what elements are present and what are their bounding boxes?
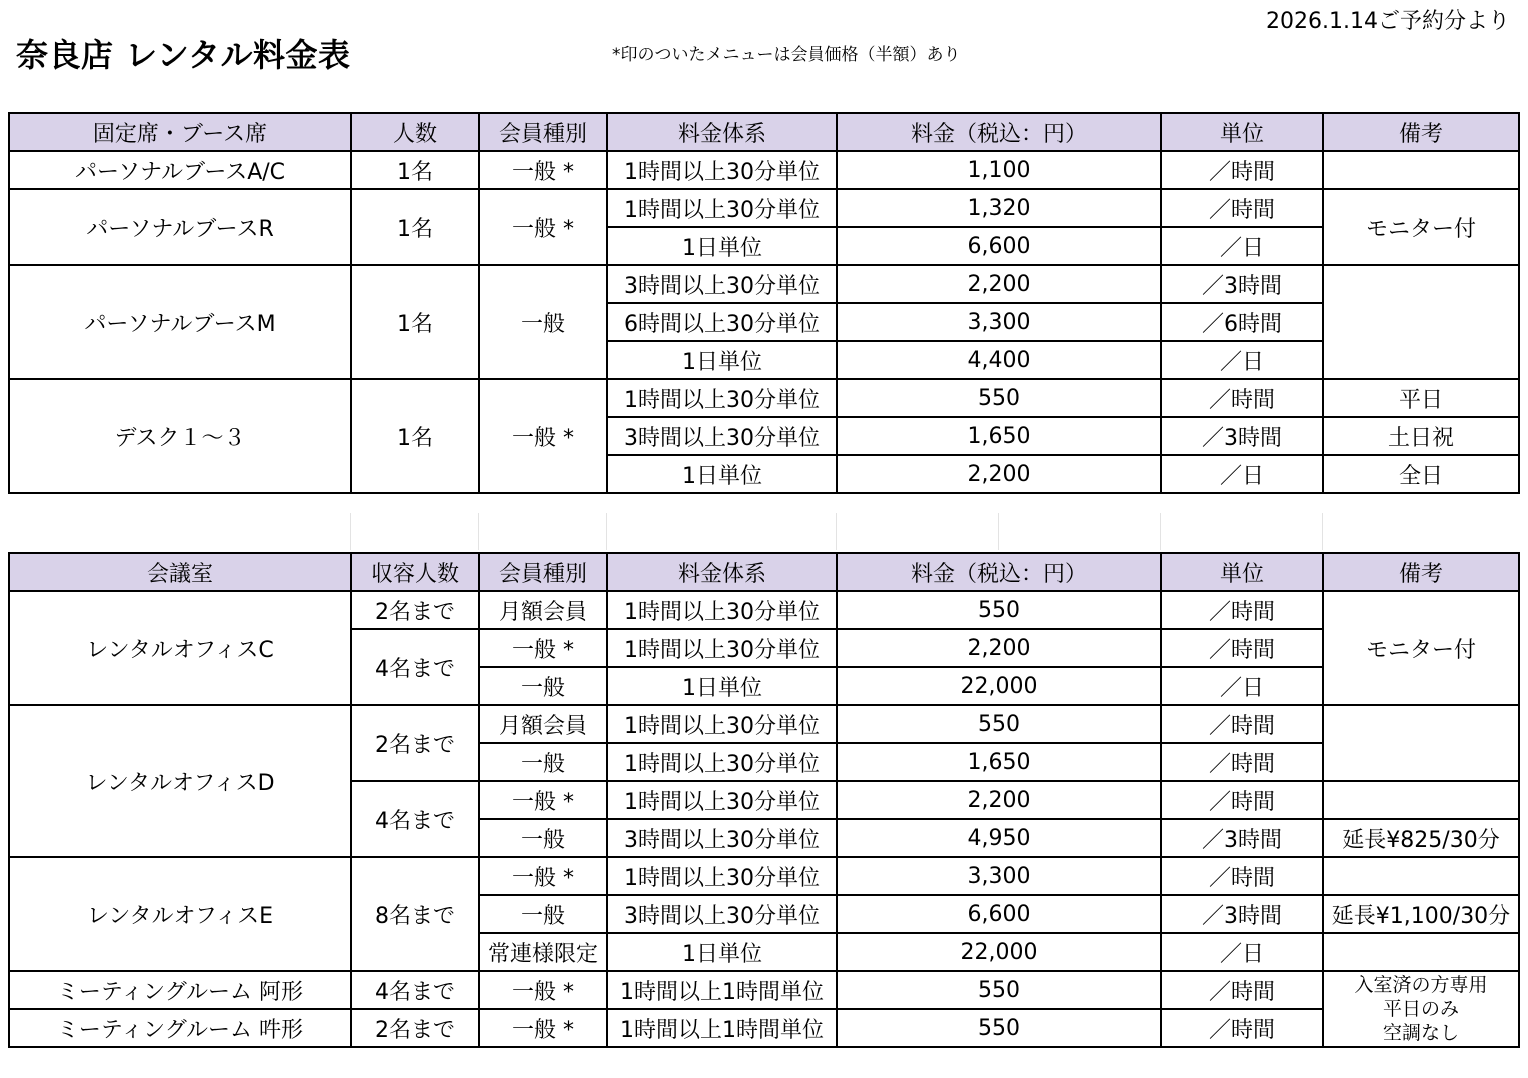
page-title: 奈良店 レンタル料金表: [16, 36, 351, 74]
member-type: 一般: [479, 667, 607, 705]
table-row: [9, 971, 1519, 1009]
capacity: 8名まで: [351, 857, 479, 971]
member-price-note: *印のついたメニューは会員価格（半額）あり: [612, 45, 961, 65]
remark: 土日祝: [1323, 417, 1519, 455]
people-count: 1名: [351, 151, 479, 189]
unit: ／時間: [1161, 189, 1323, 227]
unit: ／日: [1161, 933, 1323, 971]
remark: 延長¥825/30分: [1323, 819, 1519, 857]
remark-line: 平日のみ: [1382, 998, 1459, 1020]
header-cell: 料金（税込：円）: [837, 113, 1161, 151]
remark: [1323, 971, 1519, 1047]
remark: [1323, 933, 1519, 971]
gridline: [998, 513, 999, 550]
price: 2,200: [837, 455, 1161, 493]
header-cell: 単位: [1161, 553, 1323, 591]
unit: ／時間: [1161, 379, 1323, 417]
room-name: ミーティングルーム 吽形: [9, 1009, 351, 1047]
rate-system: 1時間以上30分単位: [607, 857, 837, 895]
member-type: 一般 *: [479, 971, 607, 1009]
remark: モニター付: [1323, 591, 1519, 705]
unit: ／時間: [1161, 705, 1323, 743]
rate-system: 1時間以上30分単位: [607, 379, 837, 417]
header-cell: 備考: [1323, 553, 1519, 591]
rate-system: 1日単位: [607, 341, 837, 379]
table-row: [9, 1009, 1519, 1047]
header-cell: 備考: [1323, 113, 1519, 151]
table-row: [9, 379, 1519, 417]
header-cell: 単位: [1161, 113, 1323, 151]
rate-system: 1時間以上1時間単位: [607, 1009, 837, 1047]
rate-system: 3時間以上30分単位: [607, 265, 837, 303]
gridline: [606, 513, 607, 550]
remark: [1323, 705, 1519, 781]
price: 1,100: [837, 151, 1161, 189]
remark: [1323, 781, 1519, 819]
member-type: 月額会員: [479, 705, 607, 743]
unit: ／時間: [1161, 629, 1323, 667]
unit: ／時間: [1161, 781, 1323, 819]
seat-name: デスク１～３: [9, 379, 351, 493]
unit: ／日: [1161, 341, 1323, 379]
people-count: 1名: [351, 265, 479, 379]
rate-system: 1日単位: [607, 667, 837, 705]
gridline: [350, 513, 351, 550]
price: 550: [837, 1009, 1161, 1047]
rate-system: 1時間以上30分単位: [607, 189, 837, 227]
remark: [1323, 151, 1519, 189]
price: 550: [837, 591, 1161, 629]
people-count: 1名: [351, 189, 479, 265]
member-type: 一般 *: [479, 189, 607, 265]
unit: ／6時間: [1161, 303, 1323, 341]
price: 1,320: [837, 189, 1161, 227]
table-row: [9, 857, 1519, 895]
table-header-row: [9, 553, 1519, 591]
header-cell: 料金（税込：円）: [837, 553, 1161, 591]
rate-system: 1時間以上30分単位: [607, 781, 837, 819]
price: 550: [837, 971, 1161, 1009]
member-type: 一般 *: [479, 1009, 607, 1047]
table-row: [9, 189, 1519, 227]
price: 4,400: [837, 341, 1161, 379]
price: 1,650: [837, 743, 1161, 781]
room-name: レンタルオフィスE: [9, 857, 351, 971]
effective-date: 2026.1.14ご予約分より: [1266, 9, 1510, 34]
member-type: 一般: [479, 265, 607, 379]
room-rate-table: [8, 552, 1520, 1048]
member-type: 一般 *: [479, 629, 607, 667]
capacity: 2名まで: [351, 591, 479, 629]
rate-system: 1時間以上1時間単位: [607, 971, 837, 1009]
room-name: ミーティングルーム 阿形: [9, 971, 351, 1009]
unit: ／日: [1161, 667, 1323, 705]
price: 550: [837, 379, 1161, 417]
unit: ／時間: [1161, 1009, 1323, 1047]
unit: ／3時間: [1161, 895, 1323, 933]
gridline: [1160, 513, 1161, 550]
unit: ／3時間: [1161, 417, 1323, 455]
member-type: 一般 *: [479, 151, 607, 189]
header-cell: 人数: [351, 113, 479, 151]
seat-name: パーソナルブースA/C: [9, 151, 351, 189]
header-cell: 収容人数: [351, 553, 479, 591]
room-name: レンタルオフィスD: [9, 705, 351, 857]
price: 6,600: [837, 227, 1161, 265]
rate-system: 1時間以上30分単位: [607, 151, 837, 189]
rate-system: 1時間以上30分単位: [607, 591, 837, 629]
price: 2,200: [837, 781, 1161, 819]
member-type: 一般 *: [479, 857, 607, 895]
people-count: 1名: [351, 379, 479, 493]
rate-system: 1時間以上30分単位: [607, 705, 837, 743]
gridline: [836, 513, 837, 550]
rate-system: 3時間以上30分単位: [607, 819, 837, 857]
table-row: [9, 591, 1519, 629]
spreadsheet-gap: [8, 513, 1520, 550]
price: 550: [837, 705, 1161, 743]
remark: 全日: [1323, 455, 1519, 493]
remark-line: 入室済の方専用: [1354, 974, 1488, 996]
unit: ／時間: [1161, 971, 1323, 1009]
member-type: 一般 *: [479, 379, 607, 493]
price: 3,300: [837, 303, 1161, 341]
remark: [1323, 857, 1519, 895]
capacity: 2名まで: [351, 705, 479, 781]
remark: [1323, 265, 1519, 379]
rate-system: 1日単位: [607, 227, 837, 265]
seat-name: パーソナルブースM: [9, 265, 351, 379]
table-row: [9, 705, 1519, 743]
capacity: 4名まで: [351, 781, 479, 857]
price: 1,650: [837, 417, 1161, 455]
capacity: 2名まで: [351, 1009, 479, 1047]
header-cell: 会員種別: [479, 113, 607, 151]
unit: ／時間: [1161, 591, 1323, 629]
remark: モニター付: [1323, 189, 1519, 265]
rate-system: 1時間以上30分単位: [607, 743, 837, 781]
booth-rate-table: [8, 112, 1520, 494]
unit: ／3時間: [1161, 265, 1323, 303]
remark: 延長¥1,100/30分: [1323, 895, 1519, 933]
table-row: [9, 265, 1519, 303]
price: 2,200: [837, 265, 1161, 303]
member-type: 常連様限定: [479, 933, 607, 971]
rate-system: 6時間以上30分単位: [607, 303, 837, 341]
capacity: 4名まで: [351, 971, 479, 1009]
member-type: 一般: [479, 743, 607, 781]
price: 2,200: [837, 629, 1161, 667]
gridline: [478, 513, 479, 550]
unit: ／時間: [1161, 743, 1323, 781]
seat-name: パーソナルブースR: [9, 189, 351, 265]
room-name: レンタルオフィスC: [9, 591, 351, 705]
unit: ／時間: [1161, 857, 1323, 895]
header-cell: 料金体系: [607, 113, 837, 151]
gridline: [1322, 513, 1323, 550]
table-row: [9, 151, 1519, 189]
remark: 平日: [1323, 379, 1519, 417]
member-type: 一般 *: [479, 781, 607, 819]
price: 4,950: [837, 819, 1161, 857]
member-type: 一般: [479, 819, 607, 857]
rate-system: 1日単位: [607, 933, 837, 971]
rate-system: 1日単位: [607, 455, 837, 493]
price: 6,600: [837, 895, 1161, 933]
member-type: 月額会員: [479, 591, 607, 629]
capacity: 4名まで: [351, 629, 479, 705]
header-cell: 料金体系: [607, 553, 837, 591]
remark-line: 空調なし: [1382, 1022, 1459, 1044]
price: 3,300: [837, 857, 1161, 895]
header-cell: 会議室: [9, 553, 351, 591]
rate-system: 3時間以上30分単位: [607, 895, 837, 933]
unit: ／日: [1161, 455, 1323, 493]
unit: ／3時間: [1161, 819, 1323, 857]
table-header-row: [9, 113, 1519, 151]
member-type: 一般: [479, 895, 607, 933]
price: 22,000: [837, 933, 1161, 971]
rate-system: 3時間以上30分単位: [607, 417, 837, 455]
unit: ／日: [1161, 227, 1323, 265]
header-cell: 会員種別: [479, 553, 607, 591]
header-cell: 固定席・ブース席: [9, 113, 351, 151]
unit: ／時間: [1161, 151, 1323, 189]
price: 22,000: [837, 667, 1161, 705]
rate-system: 1時間以上30分単位: [607, 629, 837, 667]
